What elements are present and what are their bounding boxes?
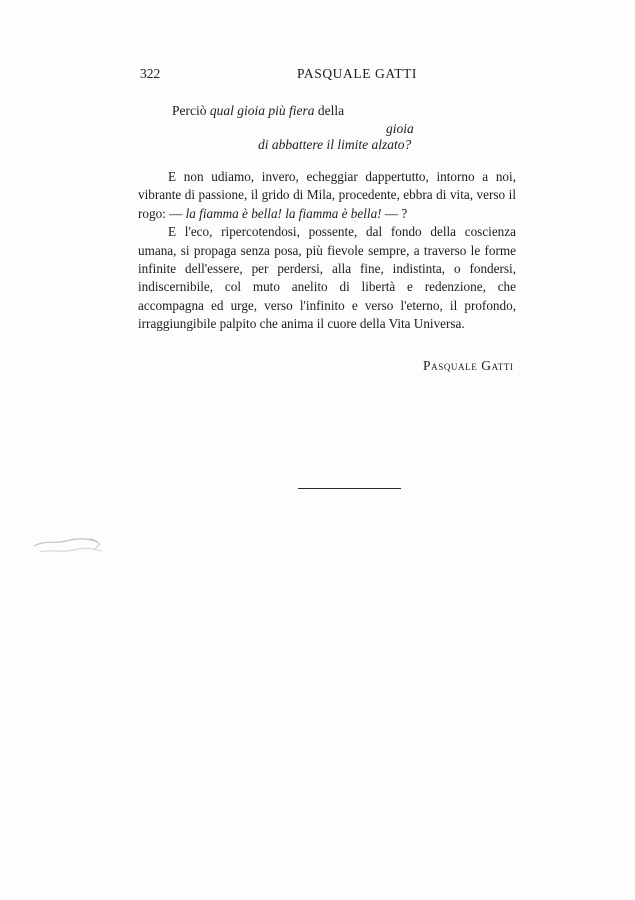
- scan-smudge-mark: [30, 532, 110, 558]
- running-title: PASQUALE GATTI: [297, 66, 418, 81]
- page-number: 322: [140, 66, 161, 81]
- verse-line-1-italic: qual gioia più fiera: [209, 103, 315, 118]
- verse-line-1-suffix: della: [314, 103, 345, 118]
- verse-line-1: [172, 102, 344, 119]
- paragraph-1-text: E non udiamo, invero, echeggiar dappertutto, intorno a noi, vibrante di passione, il grido di Mila, procedente, ebbra di vita, verso il rogo: —: [138, 169, 516, 221]
- body-text: [138, 168, 516, 334]
- closing-rule: [298, 488, 401, 489]
- author-signature: Pasquale Gatti: [423, 358, 514, 373]
- paragraph-2: E l'eco, ripercotendosi, possente, dal fondo della coscienza umana, si propaga senza posa, più fievole sempre, a traverso le forme infinite dell'essere, per perdersi, alla fine, indistinta, o fondersi, indiscernibile, col muto anelito di libertà e redenzione, che accompagna ed urge, verso l'infinito e verso l'eterno, il profondo, irraggiungibile palpito che anima il cuore della Vita Universa.: [138, 224, 516, 332]
- verse-line-1-prefix: Perciò: [172, 103, 210, 118]
- verse-line-3: di abbattere il limite alzato?: [258, 137, 412, 152]
- running-head: [140, 66, 470, 86]
- paragraph-1: [138, 168, 516, 223]
- verse-line-2: gioia: [386, 121, 414, 136]
- paragraph-1-italic: la fiamma è bella! la fiamma è bella!: [185, 205, 382, 221]
- paragraph-1-end: — ?: [381, 205, 408, 221]
